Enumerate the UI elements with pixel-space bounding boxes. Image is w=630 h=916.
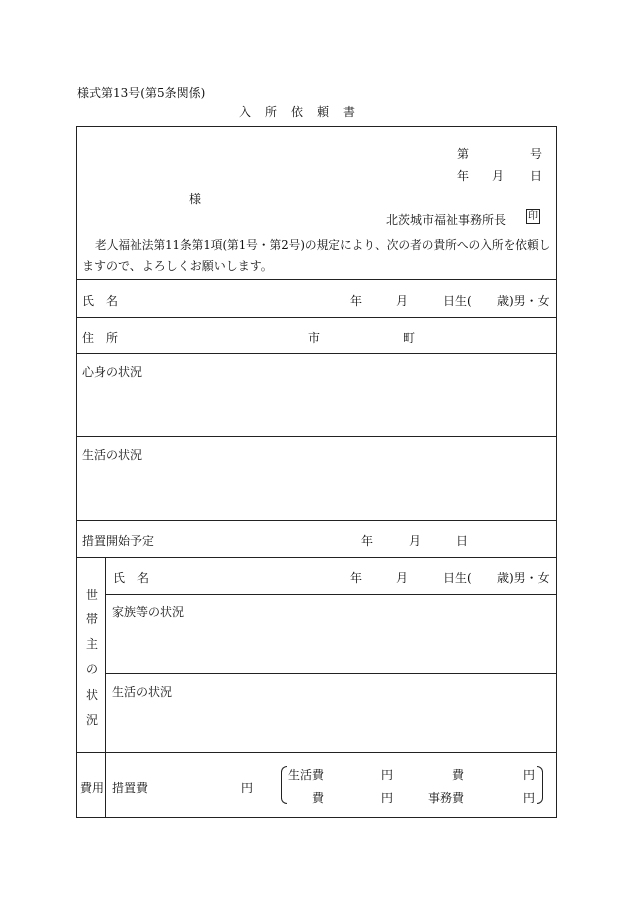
row-divider xyxy=(105,673,557,674)
address-label: 住 所 xyxy=(82,331,119,345)
seal-mark: 印 xyxy=(528,211,538,222)
bracket-left xyxy=(281,766,287,804)
seikatsu-yen: 円 xyxy=(381,768,394,782)
row-divider xyxy=(76,557,557,558)
household-label-char: 主 xyxy=(86,637,99,651)
row-divider xyxy=(105,594,557,595)
jimu-label: 事務費 xyxy=(428,791,465,805)
start-nen: 年 xyxy=(361,534,374,548)
row-divider xyxy=(76,353,557,354)
issuer-name: 北茨城市福祉事務所長 xyxy=(386,213,507,227)
form-number: 様式第13号(第5条関係) xyxy=(77,86,206,100)
start-hi: 日 xyxy=(456,534,469,548)
fee-yen: 円 xyxy=(523,768,536,782)
household-label-char: の xyxy=(86,662,99,676)
mind-body-label: 心身の状況 xyxy=(82,365,143,379)
row-divider xyxy=(76,317,557,318)
start-tsuki: 月 xyxy=(409,534,422,548)
number-go: 号 xyxy=(530,147,543,161)
jimu-yen: 円 xyxy=(523,791,536,805)
fee2-yen: 円 xyxy=(381,791,394,805)
address-shi: 市 xyxy=(308,331,321,345)
sochi-label: 措置費 xyxy=(112,781,149,795)
name-label: 氏 名 xyxy=(82,294,119,308)
household-birth-hi-sei: 日生( xyxy=(443,571,472,585)
birth-nen: 年 xyxy=(350,294,363,308)
household-birth-tsuki: 月 xyxy=(396,571,409,585)
birth-hi-sei: 日生( xyxy=(443,294,472,308)
seikatsu-label: 生活費 xyxy=(288,768,325,782)
birth-tsuki: 月 xyxy=(396,294,409,308)
page-title: 入 所 依 頼 書 xyxy=(239,105,357,119)
row-divider xyxy=(76,279,557,280)
sochi-yen: 円 xyxy=(241,781,254,795)
start-label: 措置開始予定 xyxy=(82,534,155,548)
request-text-line2: ますので、よろしくお願いします。 xyxy=(82,259,273,273)
household-life-label: 生活の状況 xyxy=(112,685,173,699)
household-birth-nen: 年 xyxy=(350,571,363,585)
household-label-char: 帯 xyxy=(86,612,99,626)
address-machi: 町 xyxy=(403,331,416,345)
household-label-char: 世 xyxy=(86,588,99,602)
cost-label: 費用 xyxy=(80,781,105,795)
age-gender: 歳)男・女 xyxy=(497,294,550,308)
date-tsuki: 月 xyxy=(492,169,505,183)
row-divider xyxy=(76,436,557,437)
household-label-char: 状 xyxy=(86,688,99,702)
number-dai: 第 xyxy=(457,147,470,161)
row-divider xyxy=(76,752,557,753)
column-divider xyxy=(105,557,106,818)
life-label: 生活の状況 xyxy=(82,448,143,462)
addressee-sama: 様 xyxy=(189,192,202,206)
date-nen: 年 xyxy=(457,169,470,183)
fee-label: 費 xyxy=(452,768,465,782)
household-age-gender: 歳)男・女 xyxy=(497,571,550,585)
family-label: 家族等の状況 xyxy=(112,605,185,619)
household-label-char: 況 xyxy=(86,713,99,727)
household-name-label: 氏 名 xyxy=(113,571,150,585)
request-form xyxy=(76,126,557,818)
date-hi: 日 xyxy=(530,169,543,183)
bracket-right xyxy=(537,766,543,804)
request-text-line1: 老人福祉法第11条第1項(第1号・第2号)の規定により、次の者の貴所への入所を依頼し xyxy=(95,238,551,252)
row-divider xyxy=(76,520,557,521)
fee2-label: 費 xyxy=(312,791,325,805)
